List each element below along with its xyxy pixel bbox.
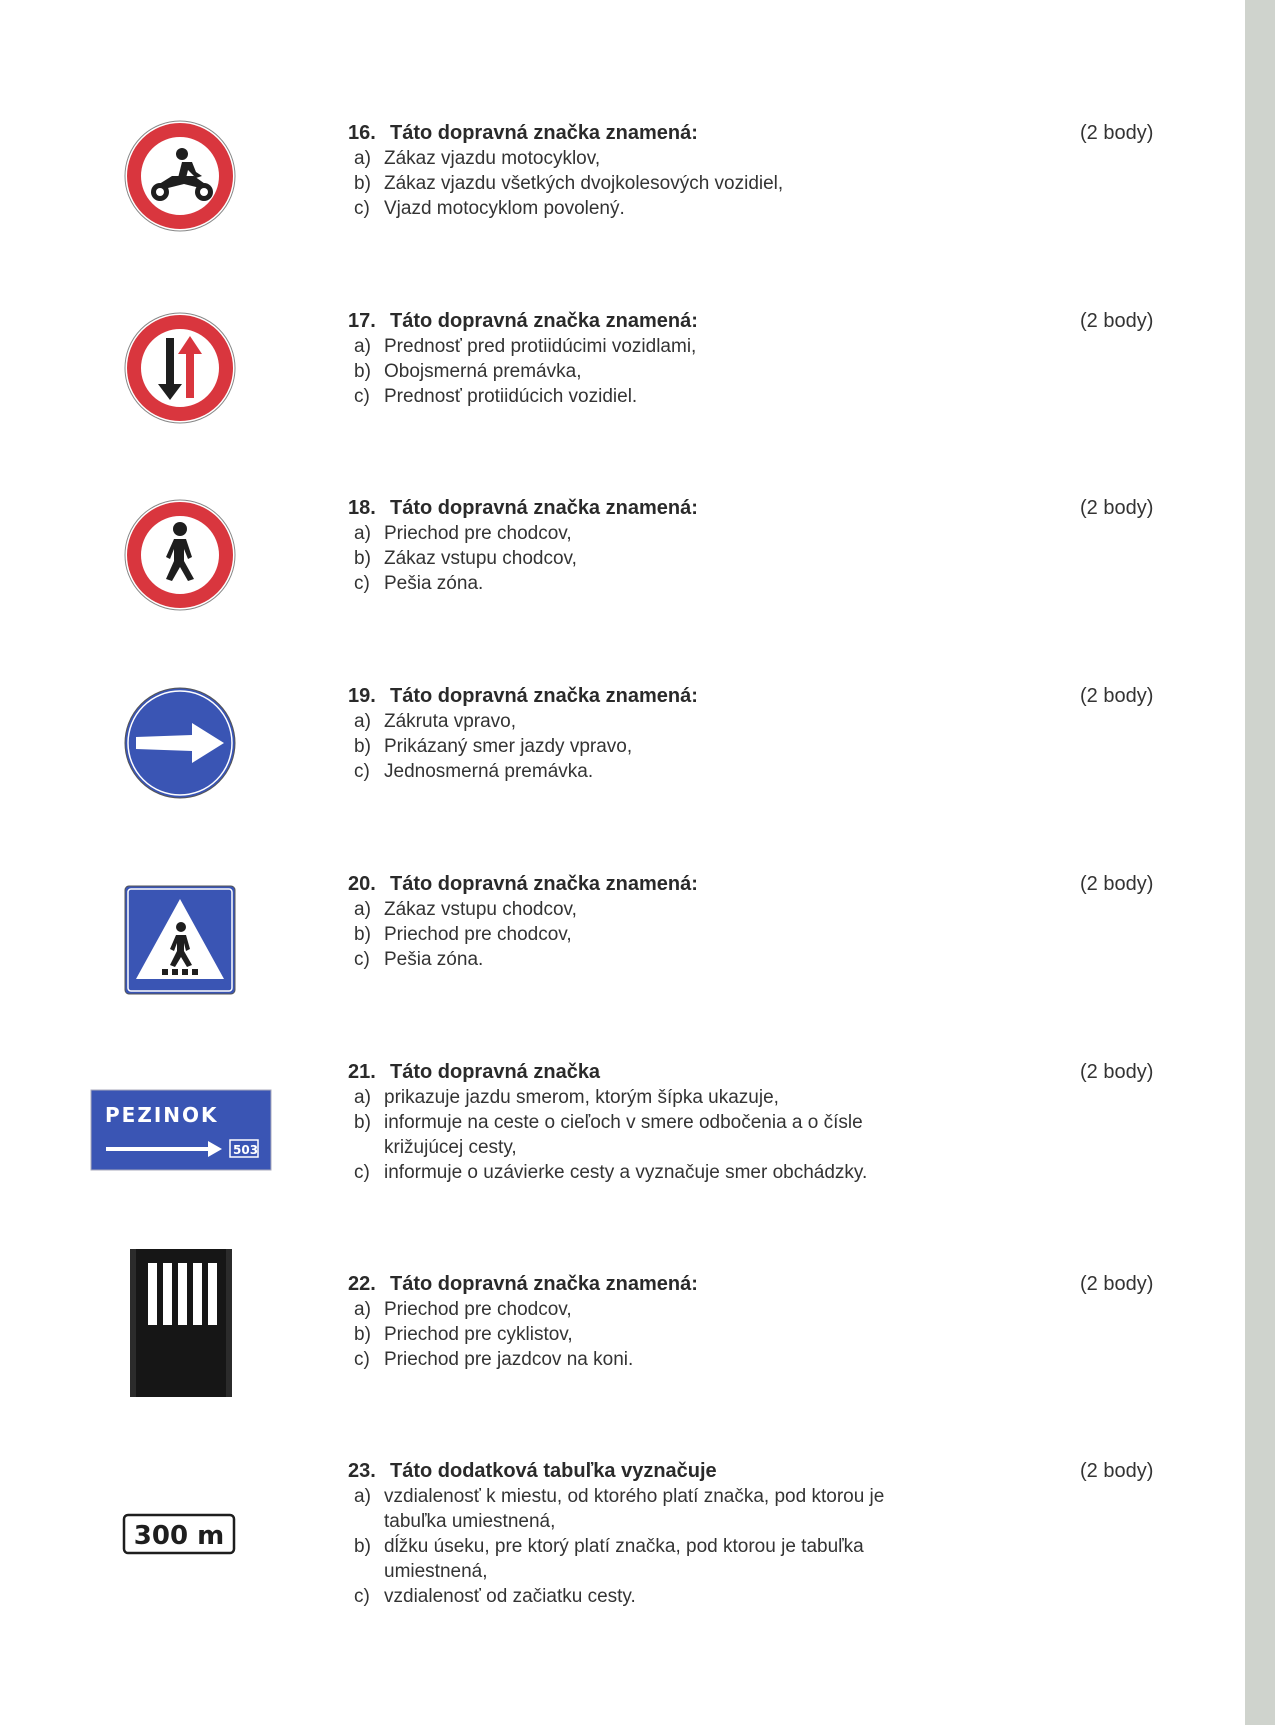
option-label: a) bbox=[354, 148, 371, 169]
question-prompt: Táto dopravná značka znamená: bbox=[390, 873, 698, 895]
question-heading bbox=[348, 495, 988, 521]
answer-option bbox=[348, 1085, 988, 1110]
question-text bbox=[348, 1059, 988, 1185]
points-label: (2 body) bbox=[1080, 310, 1154, 332]
option-text: Obojsmerná premávka, bbox=[384, 361, 582, 382]
option-label: c) bbox=[354, 949, 370, 970]
question-number: 17. bbox=[348, 310, 376, 332]
answer-option bbox=[348, 897, 988, 922]
option-label: b) bbox=[354, 173, 371, 194]
question-number: 16. bbox=[348, 122, 376, 144]
option-label: b) bbox=[354, 1112, 371, 1133]
question-number: 19. bbox=[348, 685, 376, 707]
option-label: b) bbox=[354, 1536, 371, 1557]
answer-option bbox=[348, 1322, 988, 1347]
option-text: Pešia zóna. bbox=[384, 949, 484, 970]
question-text bbox=[348, 495, 988, 596]
no-pedestrians-sign-icon bbox=[122, 499, 238, 611]
question-heading bbox=[348, 1271, 988, 1297]
question-text bbox=[348, 120, 988, 221]
direction-sign-icon bbox=[90, 1089, 272, 1171]
page-edge-strip bbox=[1245, 0, 1275, 1725]
question-prompt: Táto dopravná značka znamená: bbox=[390, 1273, 698, 1295]
plate-distance-text: 300 m bbox=[133, 1521, 225, 1551]
option-label: b) bbox=[354, 736, 371, 757]
pedestrian-crossing-sign-icon bbox=[124, 885, 238, 997]
question-prompt: Táto dopravná značka znamená: bbox=[390, 122, 698, 144]
sign-road-number: 503 bbox=[233, 1143, 259, 1157]
answer-option bbox=[348, 1534, 928, 1584]
answer-option bbox=[348, 521, 988, 546]
no-motorcycles-sign-icon bbox=[122, 120, 238, 232]
answer-option bbox=[348, 546, 988, 571]
option-text: Prikázaný smer jazdy vpravo, bbox=[384, 736, 633, 757]
answer-option bbox=[348, 171, 988, 196]
points-label: (2 body) bbox=[1080, 1061, 1154, 1083]
question-text bbox=[348, 308, 988, 409]
option-text: Prednosť protiidúcich vozidiel. bbox=[384, 386, 638, 407]
crosswalk-marking-icon bbox=[130, 1249, 232, 1397]
question-number: 22. bbox=[348, 1273, 376, 1295]
question-number: 18. bbox=[348, 497, 376, 519]
question-heading bbox=[348, 308, 988, 334]
option-text: Priechod pre chodcov, bbox=[384, 523, 572, 544]
answer-option bbox=[348, 1347, 988, 1372]
option-label: a) bbox=[354, 1299, 371, 1320]
option-text: Pešia zóna. bbox=[384, 573, 484, 594]
option-label: c) bbox=[354, 198, 370, 219]
answer-option bbox=[348, 1484, 948, 1534]
answer-option bbox=[348, 384, 988, 409]
question-text bbox=[348, 1271, 988, 1372]
option-text: vzdialenosť od začiatku cesty. bbox=[384, 1586, 636, 1607]
question-heading bbox=[348, 871, 988, 897]
option-text: Zákaz vjazdu motocyklov, bbox=[384, 148, 601, 169]
answer-option bbox=[348, 734, 988, 759]
question-number: 20. bbox=[348, 873, 376, 895]
points-label: (2 body) bbox=[1080, 1460, 1154, 1482]
option-text: Vjazd motocyklom povolený. bbox=[384, 198, 625, 219]
option-label: b) bbox=[354, 361, 371, 382]
option-text: Zákruta vpravo, bbox=[384, 711, 516, 732]
answer-option bbox=[348, 1110, 868, 1160]
question-heading bbox=[348, 1458, 988, 1484]
question-prompt: Táto dodatková tabuľka vyznačuje bbox=[390, 1460, 717, 1482]
answer-option bbox=[348, 146, 988, 171]
option-label: c) bbox=[354, 1349, 370, 1370]
answer-option bbox=[348, 1160, 988, 1185]
option-label: c) bbox=[354, 573, 370, 594]
option-text: prikazuje jazdu smerom, ktorým šípka ukazuje, bbox=[384, 1087, 779, 1108]
points-label: (2 body) bbox=[1080, 1273, 1154, 1295]
points-label: (2 body) bbox=[1080, 873, 1154, 895]
option-label: a) bbox=[354, 1486, 371, 1507]
option-label: a) bbox=[354, 336, 371, 357]
question-text bbox=[348, 683, 988, 784]
option-label: b) bbox=[354, 548, 371, 569]
question-heading bbox=[348, 120, 988, 146]
answer-option bbox=[348, 334, 988, 359]
answer-option bbox=[348, 196, 988, 221]
option-text: Priechod pre cyklistov, bbox=[384, 1324, 573, 1345]
option-label: a) bbox=[354, 899, 371, 920]
option-label: c) bbox=[354, 386, 370, 407]
points-label: (2 body) bbox=[1080, 685, 1154, 707]
question-heading bbox=[348, 1059, 988, 1085]
option-label: c) bbox=[354, 1162, 370, 1183]
turn-right-mandatory-sign-icon bbox=[122, 687, 238, 799]
answer-option bbox=[348, 947, 988, 972]
option-label: a) bbox=[354, 523, 371, 544]
answer-option bbox=[348, 571, 988, 596]
option-label: b) bbox=[354, 1324, 371, 1345]
option-text: Jednosmerná premávka. bbox=[384, 761, 594, 782]
option-label: a) bbox=[354, 711, 371, 732]
option-text: vzdialenosť k miestu, od ktorého platí značka, pod ktorou je tabuľka umiestnená, bbox=[384, 1486, 885, 1532]
answer-option bbox=[348, 709, 988, 734]
answer-option bbox=[348, 359, 988, 384]
option-label: b) bbox=[354, 924, 371, 945]
points-label: (2 body) bbox=[1080, 497, 1154, 519]
distance-plate-icon bbox=[122, 1513, 236, 1555]
yield-to-oncoming-sign-icon bbox=[122, 312, 238, 424]
option-text: Priechod pre chodcov, bbox=[384, 924, 572, 945]
option-label: c) bbox=[354, 1586, 370, 1607]
option-text: Prednosť pred protiidúcimi vozidlami, bbox=[384, 336, 697, 357]
option-text: Zákaz vstupu chodcov, bbox=[384, 548, 577, 569]
answer-option bbox=[348, 759, 988, 784]
option-text: Priechod pre chodcov, bbox=[384, 1299, 572, 1320]
option-text: Zákaz vjazdu všetkých dvojkolesových vozidiel, bbox=[384, 173, 784, 194]
question-number: 23. bbox=[348, 1460, 376, 1482]
answer-option bbox=[348, 1584, 988, 1609]
option-text: dĺžku úseku, pre ktorý platí značka, pod ktorou je tabuľka umiestnená, bbox=[384, 1536, 864, 1582]
question-text bbox=[348, 871, 988, 972]
option-text: Priechod pre jazdcov na koni. bbox=[384, 1349, 634, 1370]
option-text: Zákaz vstupu chodcov, bbox=[384, 899, 577, 920]
question-prompt: Táto dopravná značka znamená: bbox=[390, 685, 698, 707]
question-prompt: Táto dopravná značka znamená: bbox=[390, 497, 698, 519]
option-text: informuje na ceste o cieľoch v smere odbočenia a o čísle križujúcej cesty, bbox=[384, 1112, 863, 1158]
answer-option bbox=[348, 922, 988, 947]
question-prompt: Táto dopravná značka znamená: bbox=[390, 310, 698, 332]
question-heading bbox=[348, 683, 988, 709]
question-number: 21. bbox=[348, 1061, 376, 1083]
points-label: (2 body) bbox=[1080, 122, 1154, 144]
question-prompt: Táto dopravná značka bbox=[390, 1061, 601, 1083]
option-label: a) bbox=[354, 1087, 371, 1108]
sign-destination-text: PEZINOK bbox=[105, 1103, 219, 1127]
question-text bbox=[348, 1458, 988, 1609]
option-label: c) bbox=[354, 761, 370, 782]
answer-option bbox=[348, 1297, 988, 1322]
option-text: informuje o uzávierke cesty a vyznačuje smer obchádzky. bbox=[384, 1162, 868, 1183]
